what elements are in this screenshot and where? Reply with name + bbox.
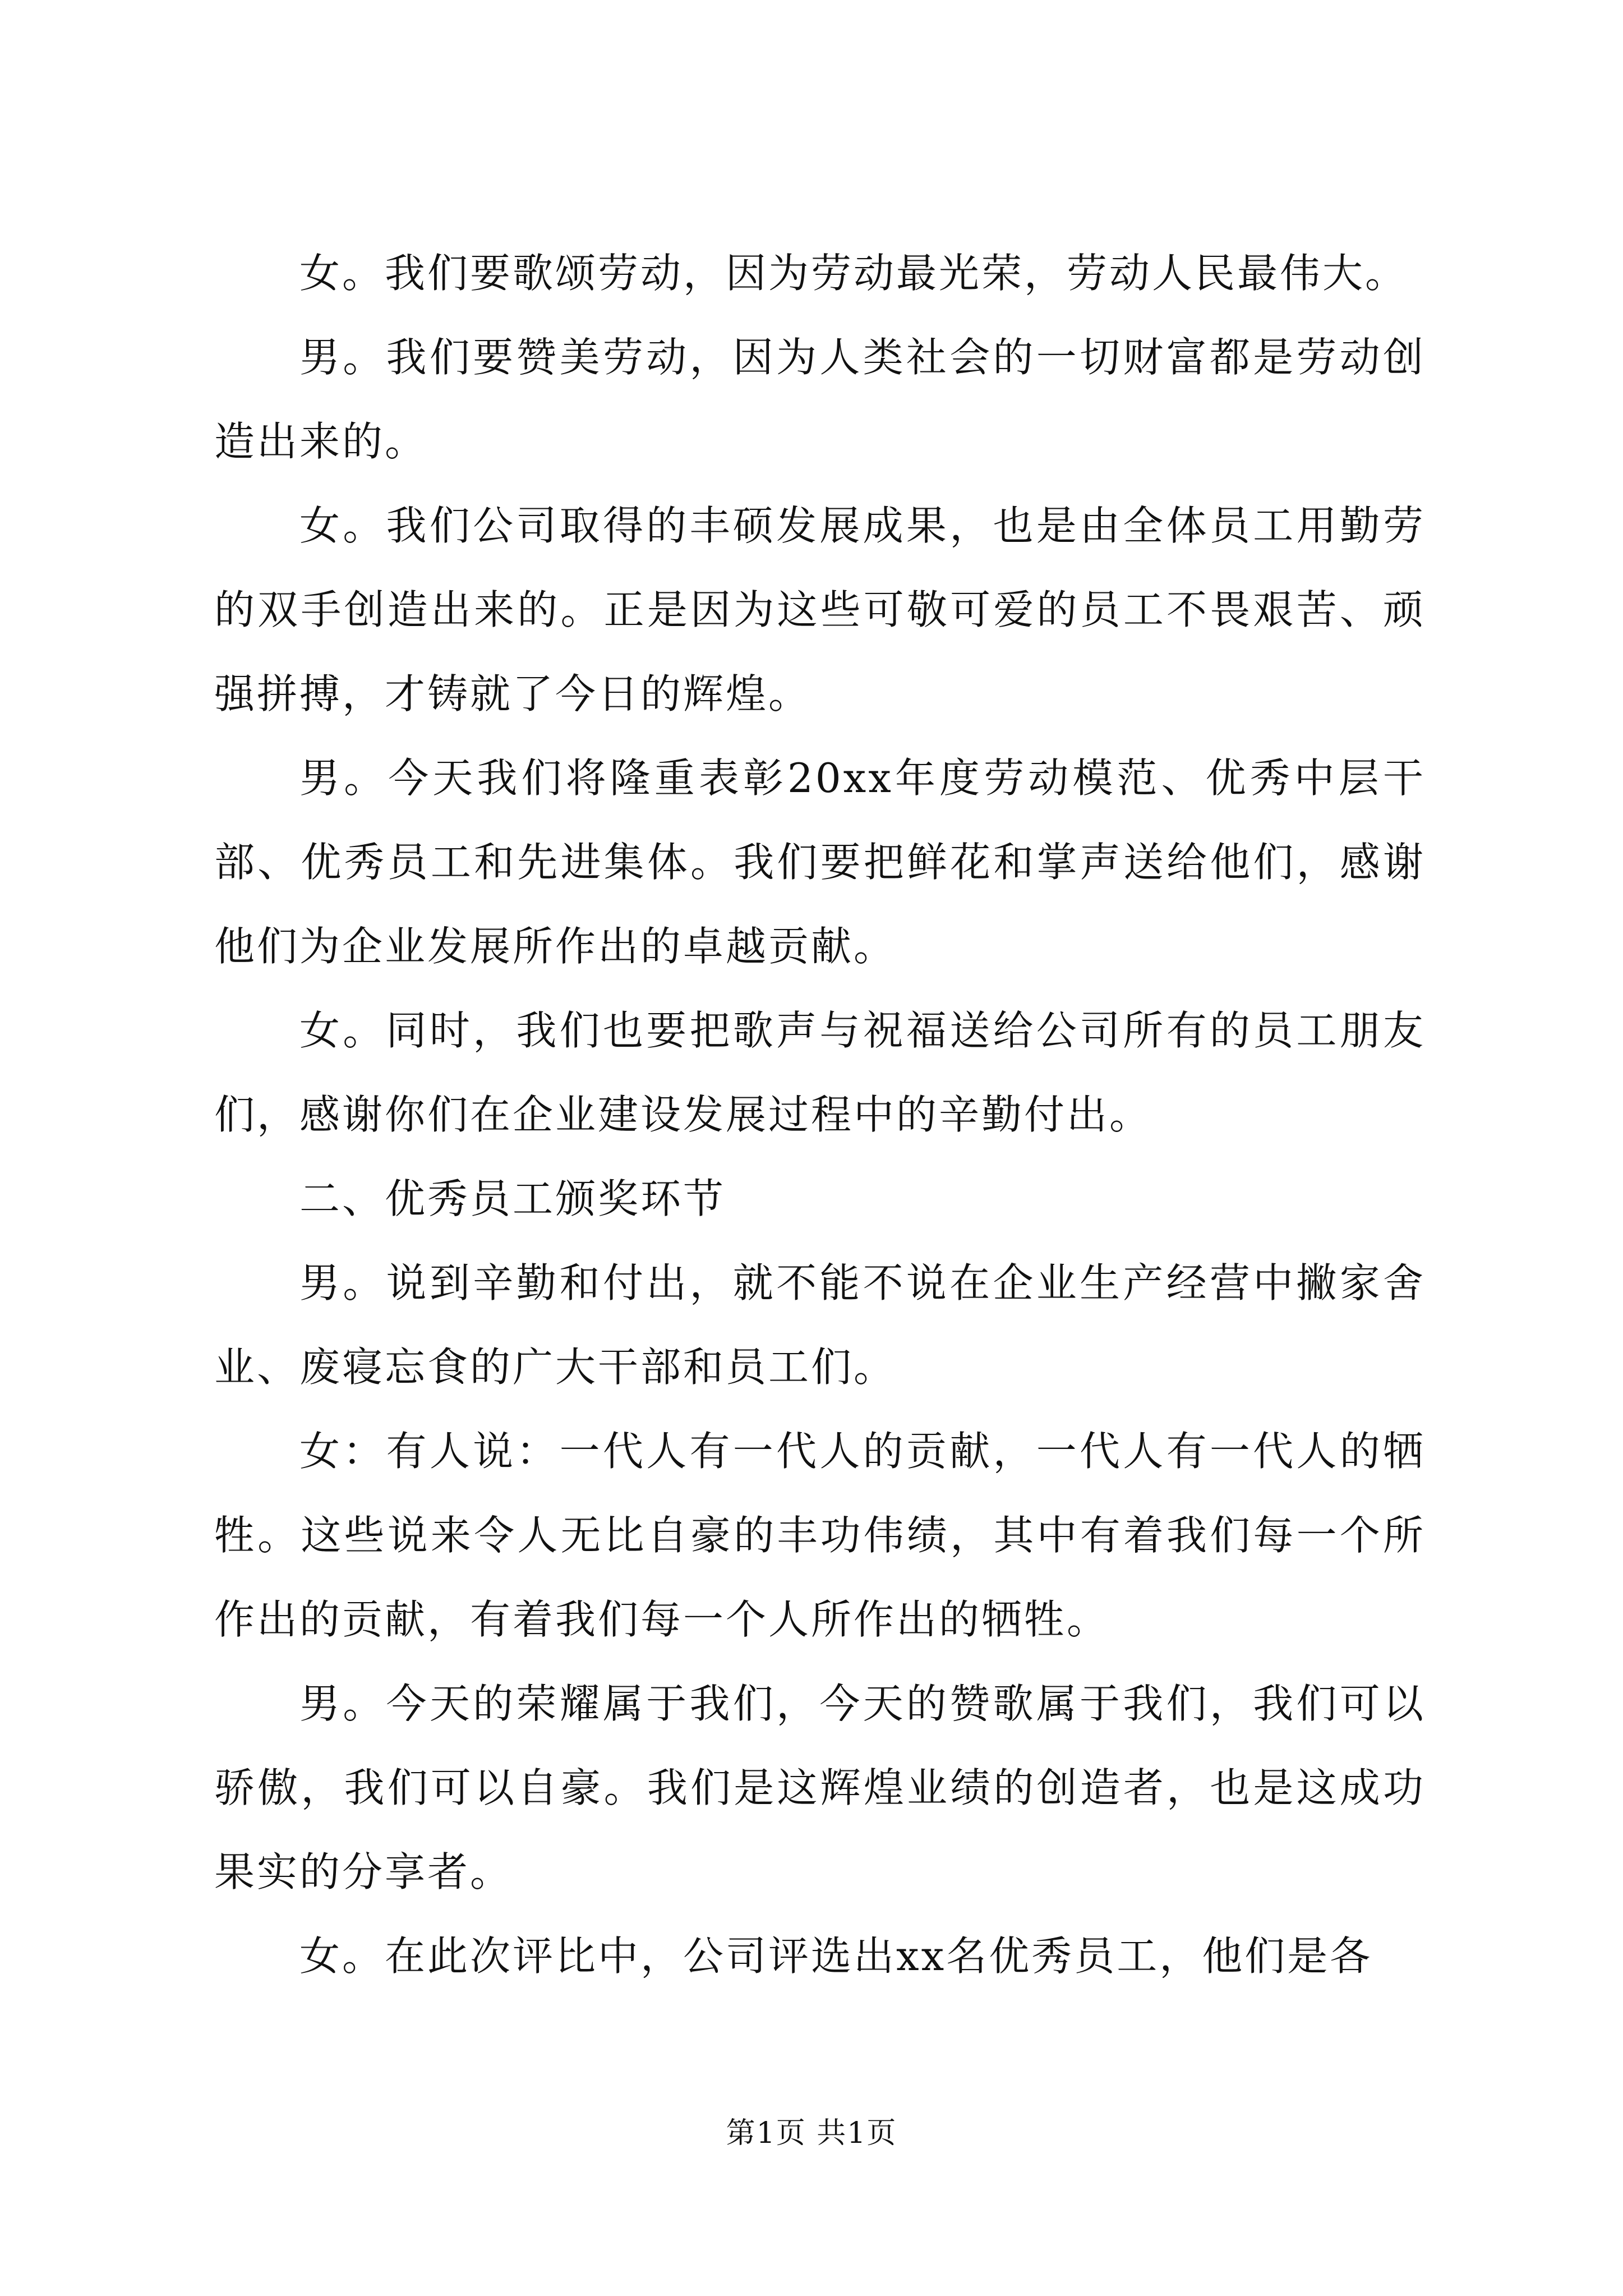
document-body — [214, 231, 1426, 1998]
paragraph: 女。同时，我们也要把歌声与祝福送给公司所有的员工朋友们，感谢你们在企业建设发展过程中的辛勤付出。 — [214, 1007, 1426, 1138]
page-footer: 第1页 共1页 — [726, 2116, 897, 2150]
paragraph: 男。今天的荣耀属于我们，今天的赞歌属于我们，我们可以骄傲，我们可以自豪。我们是这辉煌业绩的创造者，也是这成功果实的分享者。 — [214, 1680, 1426, 1895]
paragraph: 女。我们要歌颂劳动，因为劳动最光荣，劳动人民最伟大。 — [299, 250, 1408, 297]
paragraph: 男。说到辛勤和付出，就不能不说在企业生产经营中撇家舍业、废寝忘食的广大干部和员工们。 — [214, 1259, 1426, 1391]
paragraph: 女。我们公司取得的丰硕发展成果，也是由全体员工用勤劳的双手创造出来的。正是因为这些可敬可爱的员工不畏艰苦、顽强拼搏，才铸就了今日的辉煌。 — [214, 502, 1426, 717]
paragraph: 男。我们要赞美劳动，因为人类社会的一切财富都是劳动创造出来的。 — [214, 334, 1426, 465]
paragraph: 男。今天我们将隆重表彰20xx年度劳动模范、优秀中层干部、优秀员工和先进集体。我们要把鲜花和掌声送给他们，感谢他们为企业发展所作出的卓越贡献。 — [214, 754, 1426, 970]
paragraph: 女：有人说：一代人有一代人的贡献，一代人有一代人的牺牲。这些说来令人无比自豪的丰功伟绩，其中有着我们每一个所作出的贡献，有着我们每一个人所作出的牺牲。 — [214, 1428, 1426, 1643]
paragraph: 女。在此次评比中，公司评选出xx名优秀员工，他们是各 — [299, 1932, 1373, 1980]
section-heading: 二、优秀员工颁奖环节 — [299, 1175, 726, 1222]
